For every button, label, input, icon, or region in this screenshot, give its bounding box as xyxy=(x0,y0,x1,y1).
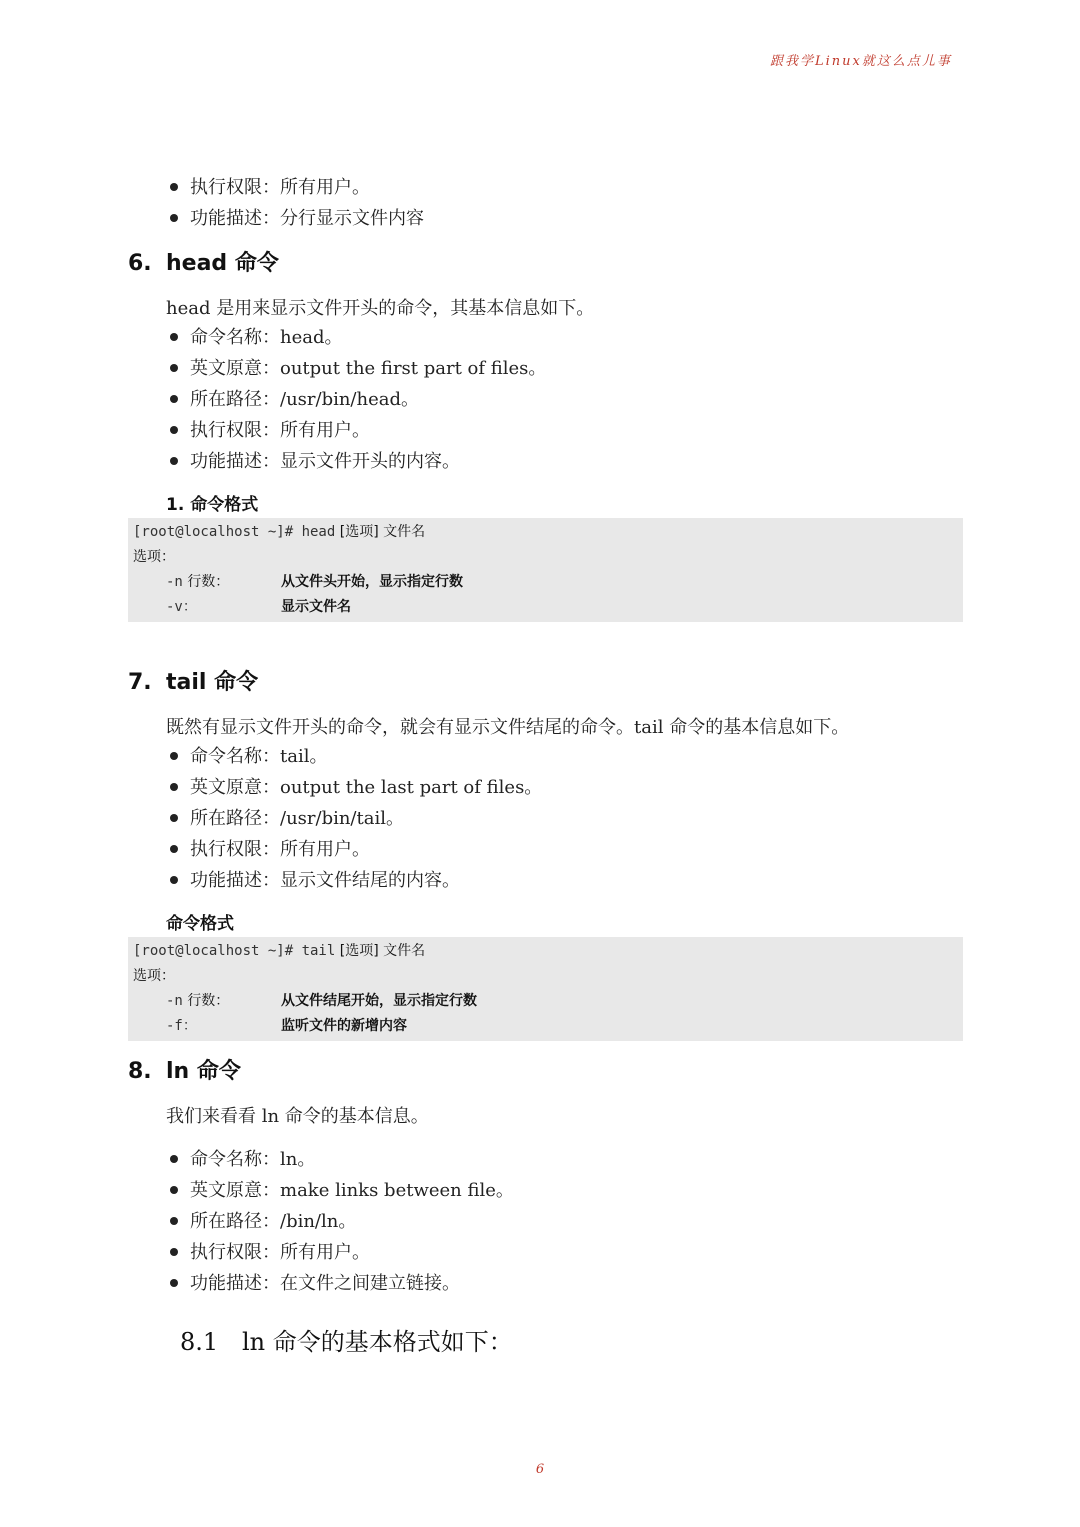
code-option-row: -f： 监听文件的新增内容 xyxy=(166,1018,407,1034)
list-item: 英文原意：output the last part of files。 xyxy=(166,772,542,803)
list-item: 执行权限：所有用户。 xyxy=(166,415,546,446)
bullet-icon xyxy=(170,214,178,222)
code-block-head xyxy=(128,518,963,622)
list-item: 英文原意：output the first part of files。 xyxy=(166,353,546,384)
bullet-icon xyxy=(170,364,178,372)
top-bullet-list xyxy=(166,172,424,234)
head-info-list xyxy=(166,322,546,477)
bullet-icon xyxy=(170,1248,178,1256)
section-title-tail: 7. tail 命令 xyxy=(128,670,259,695)
list-item: 功能描述：在文件之间建立链接。 xyxy=(166,1268,514,1299)
list-item: 功能描述：显示文件开头的内容。 xyxy=(166,446,546,477)
list-item: 命令名称：ln。 xyxy=(166,1144,514,1175)
list-item: 英文原意：make links between file。 xyxy=(166,1175,514,1206)
code-options-label: 选项： xyxy=(133,549,175,565)
list-item: 功能描述：分行显示文件内容 xyxy=(166,203,424,234)
bullet-icon xyxy=(170,752,178,760)
section-intro-ln: 我们来看看 ln 命令的基本信息。 xyxy=(166,1106,429,1127)
page-number: 6 xyxy=(535,1462,545,1477)
bullet-icon xyxy=(170,814,178,822)
list-item: 执行权限：所有用户。 xyxy=(166,834,542,865)
section-title-ln: 8. ln 命令 xyxy=(128,1059,241,1084)
bullet-icon xyxy=(170,845,178,853)
code-command-line: [root@localhost ~]# tail [选项] 文件名 xyxy=(133,943,426,959)
bullet-icon xyxy=(170,1186,178,1194)
code-options-label: 选项： xyxy=(133,968,175,984)
bullet-icon xyxy=(170,876,178,884)
bullet-icon xyxy=(170,426,178,434)
list-item: 所在路径：/usr/bin/head。 xyxy=(166,384,546,415)
subheading-ln-format: 8.1 ln 命令的基本格式如下： xyxy=(180,1328,513,1356)
code-block-tail xyxy=(128,937,963,1041)
bullet-icon xyxy=(170,1155,178,1163)
running-header: 跟我学Linux就这么点儿事 xyxy=(770,54,952,69)
bullet-icon xyxy=(170,783,178,791)
section-intro-head: head 是用来显示文件开头的命令，其基本信息如下。 xyxy=(166,298,595,319)
list-item: 命令名称：head。 xyxy=(166,322,546,353)
bullet-icon xyxy=(170,1217,178,1225)
list-item: 功能描述：显示文件结尾的内容。 xyxy=(166,865,542,896)
list-item: 执行权限：所有用户。 xyxy=(166,172,424,203)
format-title-head: 1. 命令格式 xyxy=(166,495,259,515)
code-option-row: -n 行数： 从文件结尾开始，显示指定行数 xyxy=(166,993,477,1009)
list-item: 执行权限：所有用户。 xyxy=(166,1237,514,1268)
list-item: 所在路径：/bin/ln。 xyxy=(166,1206,514,1237)
code-command-line: [root@localhost ~]# head [选项] 文件名 xyxy=(133,524,426,540)
bullet-icon xyxy=(170,1279,178,1287)
ln-info-list xyxy=(166,1144,514,1299)
tail-info-list xyxy=(166,741,542,896)
code-option-row: -v： 显示文件名 xyxy=(166,599,351,615)
format-title-tail: 命令格式 xyxy=(166,914,234,934)
code-option-row: -n 行数： 从文件头开始，显示指定行数 xyxy=(166,574,463,590)
bullet-icon xyxy=(170,457,178,465)
bullet-icon xyxy=(170,183,178,191)
list-item: 命令名称：tail。 xyxy=(166,741,542,772)
section-intro-tail: 既然有显示文件开头的命令，就会有显示文件结尾的命令。tail 命令的基本信息如下。 xyxy=(166,717,850,738)
section-title-head: 6. head 命令 xyxy=(128,251,279,276)
bullet-icon xyxy=(170,395,178,403)
bullet-icon xyxy=(170,333,178,341)
list-item: 所在路径：/usr/bin/tail。 xyxy=(166,803,542,834)
